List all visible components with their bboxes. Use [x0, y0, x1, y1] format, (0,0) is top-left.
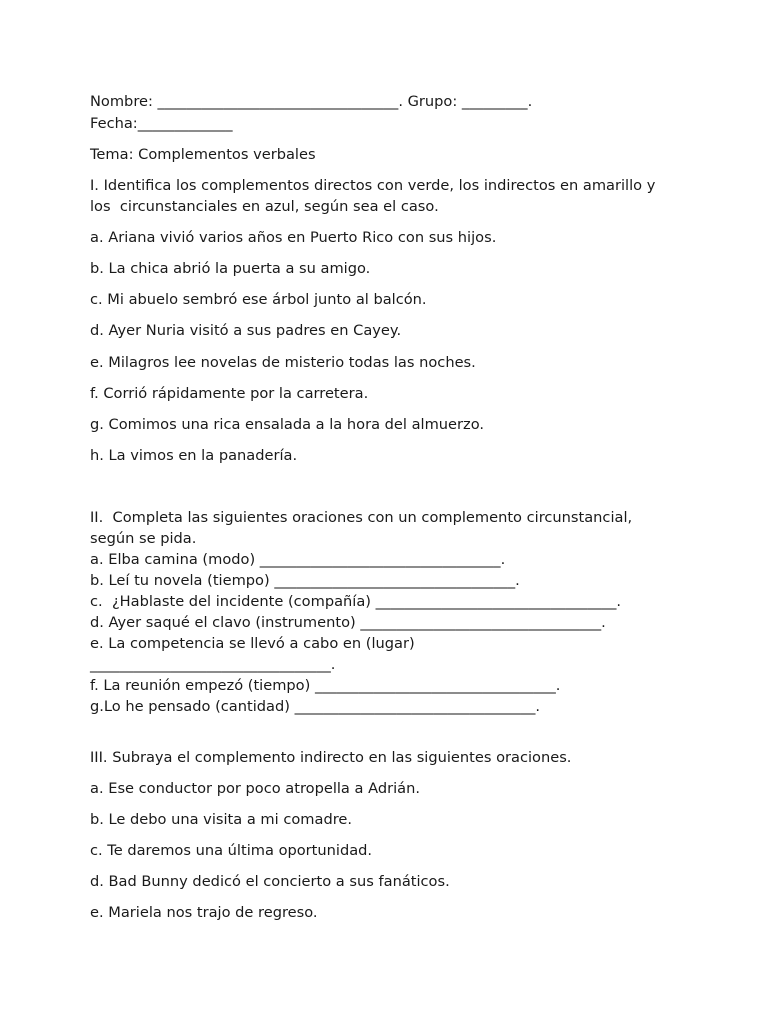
section1-item-f: f. Corrió rápidamente por la carretera. — [90, 385, 369, 402]
section1-item-c: c. Mi abuelo sembró ese árbol junto al balcón. — [90, 291, 427, 308]
section1-item-h: h. La vimos en la panadería. — [90, 447, 298, 464]
topic-line: Tema: Complementos verbales — [90, 146, 316, 163]
section2-instruction: II. Completa las siguientes oraciones con un complemento circunstancial, — [90, 509, 633, 526]
section2-item-g: g.Lo he pensado (cantidad) _________________________________. — [90, 698, 541, 715]
section2-item-e-blank: _________________________________. — [90, 656, 336, 673]
section3-item-d: d. Bad Bunny dedicó el concierto a sus fanáticos. — [90, 873, 450, 890]
section1-item-b: b. La chica abrió la puerta a su amigo. — [90, 260, 371, 277]
section2-item-c: c. ¿Hablaste del incidente (compañía) _________________________________. — [90, 593, 622, 610]
section1-item-e: e. Milagros lee novelas de misterio todas las noches. — [90, 354, 476, 371]
section1-item-g: g. Comimos una rica ensalada a la hora del almuerzo. — [90, 416, 485, 433]
section1-item-d: d. Ayer Nuria visitó a sus padres en Cayey. — [90, 322, 402, 339]
section2-instruction-cont: según se pida. — [90, 530, 197, 547]
section3-item-e: e. Mariela nos trajo de regreso. — [90, 904, 318, 921]
section1-instruction-cont: los circunstanciales en azul, según sea el caso. — [90, 198, 439, 215]
name-group-line: Nombre: _________________________________. Grupo: _________. — [90, 93, 533, 110]
section3-item-b: b. Le debo una visita a mi comadre. — [90, 811, 353, 828]
section2-item-e: e. La competencia se llevó a cabo en (lugar) — [90, 635, 415, 652]
section3-item-a: a. Ese conductor por poco atropella a Adrián. — [90, 780, 420, 797]
section1-instruction: I. Identifica los complementos directos con verde, los indirectos en amarillo y — [90, 177, 656, 194]
section1-item-a: a. Ariana vivió varios años en Puerto Rico con sus hijos. — [90, 229, 497, 246]
section2-item-d: d. Ayer saqué el clavo (instrumento) _________________________________. — [90, 614, 606, 631]
section2-item-b: b. Leí tu novela (tiempo) _________________________________. — [90, 572, 520, 589]
section3-instruction: III. Subraya el complemento indirecto en las siguientes oraciones. — [90, 749, 572, 766]
section2-item-a: a. Elba camina (modo) _________________________________. — [90, 551, 506, 568]
section2-item-f: f. La reunión empezó (tiempo) _________________________________. — [90, 677, 561, 694]
section3-item-c: c. Te daremos una última oportunidad. — [90, 842, 373, 859]
date-line: Fecha:_____________ — [90, 115, 233, 132]
